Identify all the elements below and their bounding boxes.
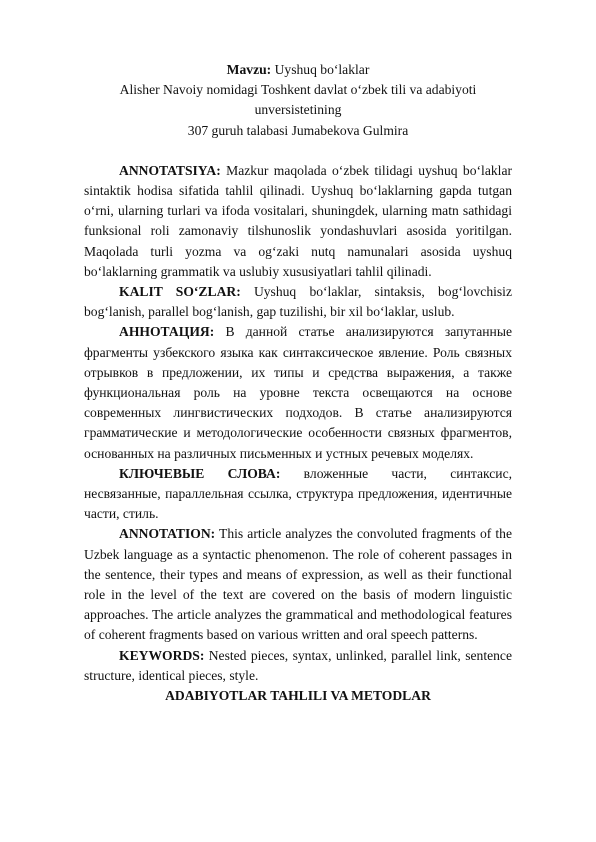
keywords-ru — [84, 464, 512, 525]
keywords-uz-text: Uyshuq bo‘laklar, sintaksis, bog‘lovchisiz bog‘lanish, parallel bog‘lanish, gap tuzilishi, bir xil bo‘laklar, uslub. — [84, 284, 512, 320]
keywords-ru-label: КЛЮЧЕВЫЕ СЛОВА: — [119, 465, 281, 481]
topic-label: Mavzu: — [226, 62, 272, 77]
keywords-en — [84, 646, 512, 686]
topic-line — [84, 60, 512, 80]
spacer — [84, 141, 512, 161]
abstract-en — [84, 524, 512, 645]
abstract-ru-label: АННОТАЦИЯ: — [119, 324, 215, 340]
abstract-ru — [84, 322, 512, 463]
section-heading: ADABIYOTLAR TAHLILI VA METODLAR — [165, 688, 431, 704]
keywords-uz-label: KALIT SO‘ZLAR: — [119, 284, 241, 300]
affiliation-line: Alisher Navoiy nomidagi Toshkent davlat o‘zbek tili va adabiyoti unversistetining — [119, 82, 477, 118]
document-page — [84, 60, 512, 706]
abstract-uz-label: ANNOTATSIYA: — [119, 162, 221, 178]
abstract-en-label: ANNOTATION: — [119, 526, 216, 542]
abstract-ru-text: В данной статье анализируются запутанные фрагменты узбекского языка как синтаксическое явление. Роль связных отрывков в предложении, их типы и средства выражения, а также функциональная роль на уровне текста освещаются на основе современных лингвистических подходов. В статье анализируются грамматические и методологические особенности связных фрагментов, основанных на различных письменных и устных речевых моделях. — [84, 324, 512, 461]
keywords-ru-text: вложенные части, синтаксис, несвязанные, параллельная ссылка, структура предложения, идентичные части, стиль. — [84, 465, 512, 522]
author-line: 307 guruh talabasi Jumabekova Gulmira — [187, 122, 409, 138]
abstract-en-text: This article analyzes the convoluted fragments of the Uzbek language as a syntactic phenomenon. The role of coherent passages in the sentence, their types and means of expression, as well as their functional role in the level of the text are covered on the basis of modern linguistic approaches. The article analyzes the grammatical and methodological features of coherent fragments based on various written and oral speech patterns. — [84, 526, 512, 643]
abstract-uz-text: Mazkur maqolada o‘zbek tilidagi uyshuq bo‘laklar sintaktik hodisa sifatida tahlil qilinadi. Uyshuq bo‘laklarning gapda tutgan o‘rni, ularning turlari va ifoda vositalari, shuningdek, ularning matn sathidagi funksional roli zamonaviy tilshunoslik yondashuvlari asosida yoritilgan. Maqolada turli yozma va og‘zaki nutq namunalari asosida uyshuq bo‘laklarning grammatik va uslubiy xususiyatlari tahlil qilinadi. — [84, 162, 512, 279]
topic-value: Uyshuq bo‘laklar — [274, 62, 370, 77]
keywords-en-label: KEYWORDS: — [119, 647, 205, 663]
abstract-uz — [84, 161, 512, 282]
keywords-uz — [84, 282, 512, 322]
keywords-en-text: Nested pieces, syntax, unlinked, parallel link, sentence structure, identical pieces, style. — [84, 647, 512, 683]
